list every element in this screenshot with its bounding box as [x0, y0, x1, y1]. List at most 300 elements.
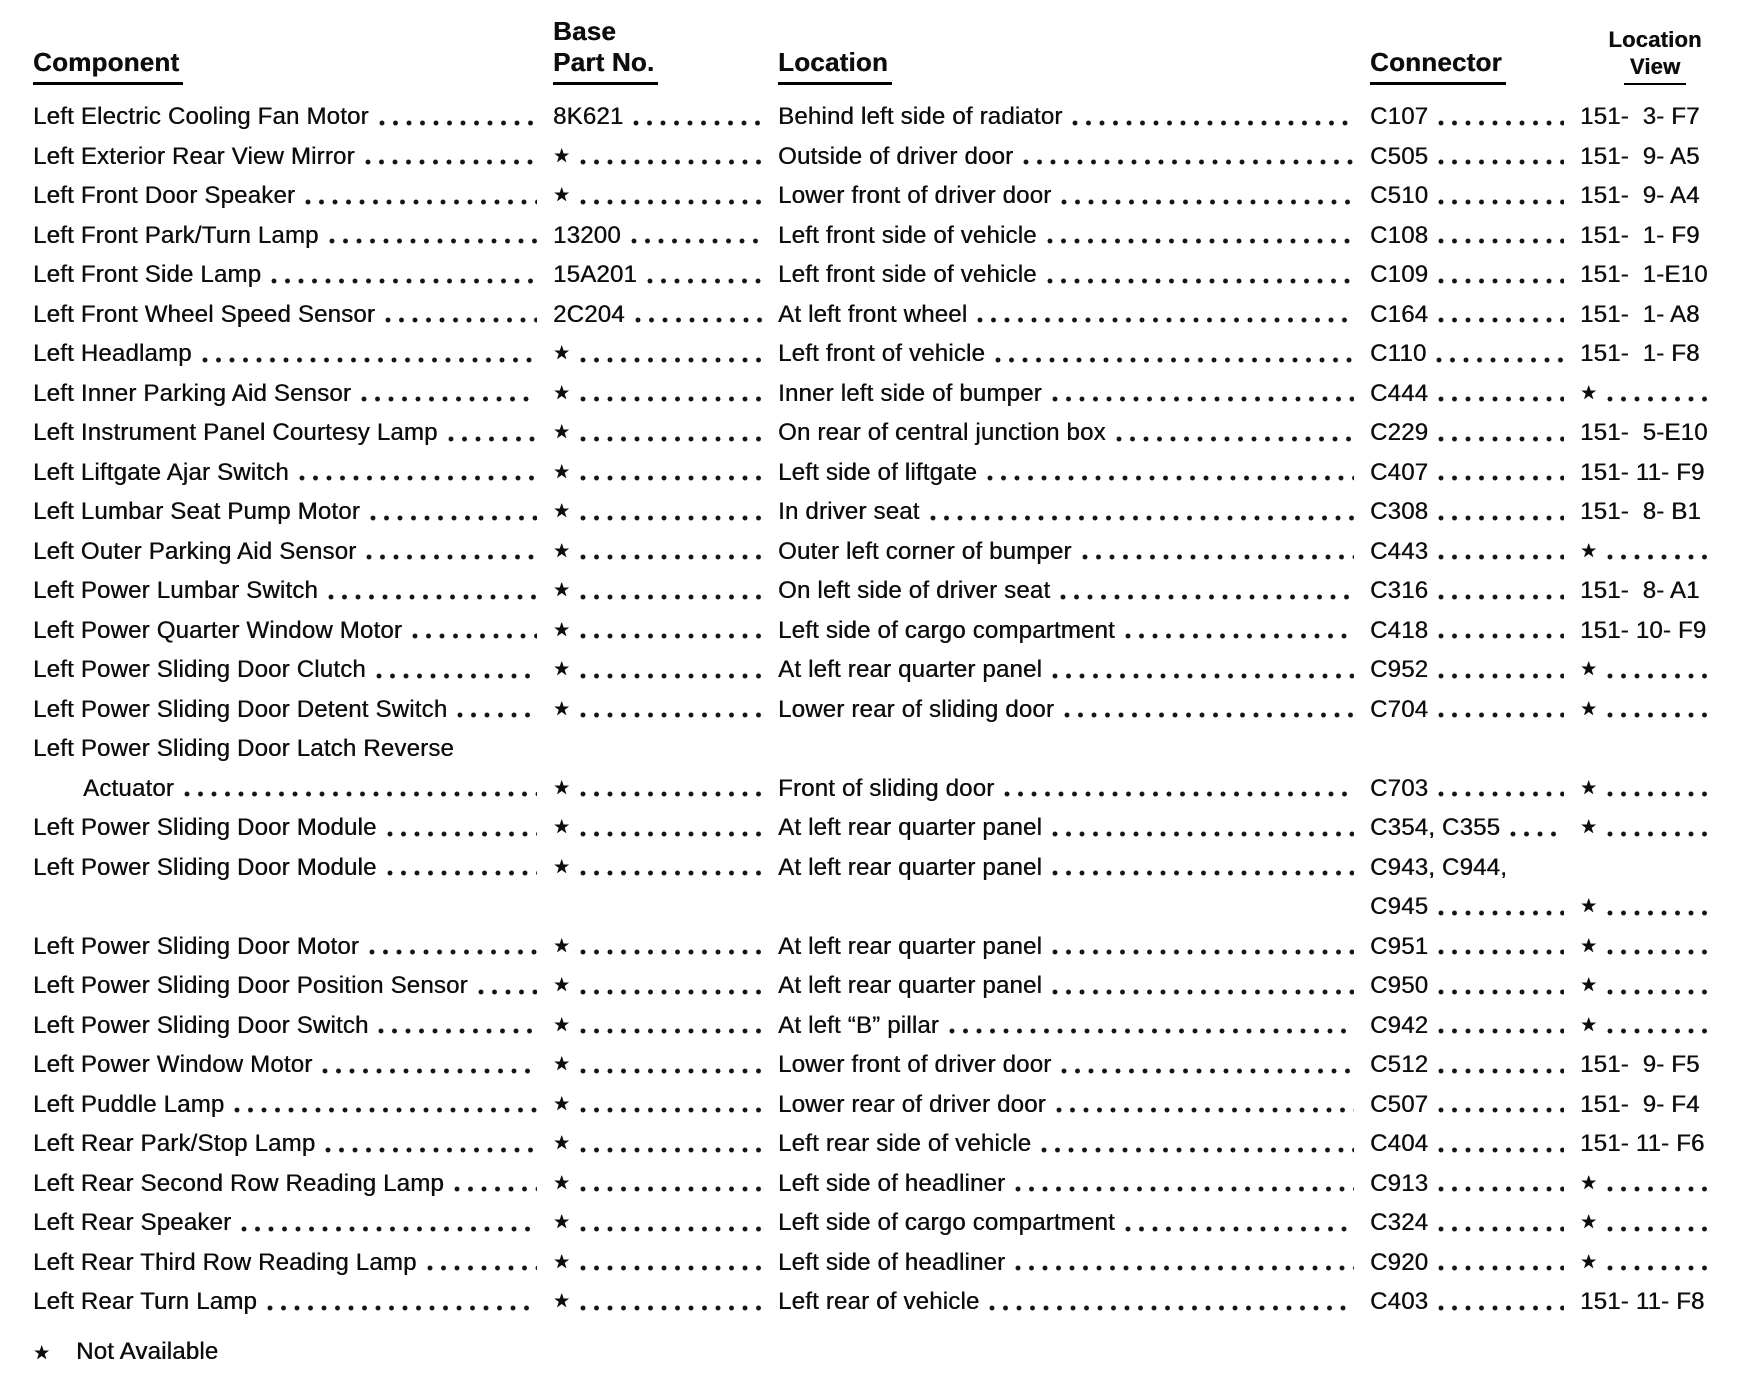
dot-leader: [1438, 1305, 1564, 1311]
component-text: Left Power Window Motor: [33, 1051, 313, 1078]
component-cell: [33, 1006, 553, 1046]
connector-cell: [1370, 413, 1580, 453]
footnote-text: Not Available: [76, 1337, 219, 1365]
component-cell: [33, 1243, 553, 1283]
component-cell: [33, 1085, 553, 1125]
component-cell: [33, 848, 553, 888]
dot-leader: [1116, 436, 1354, 442]
dot-leader: [580, 633, 762, 639]
dot-leader: [580, 673, 762, 679]
part-no-cell: [553, 413, 778, 453]
dot-leader: [989, 1305, 1354, 1311]
dot-leader: [1041, 1147, 1354, 1153]
connector-text: C324: [1370, 1209, 1429, 1236]
part-no-header-label: Part No.: [553, 47, 658, 85]
connector-cell: [1370, 848, 1580, 888]
part-no-text: ★: [553, 185, 571, 206]
dot-leader: [241, 1226, 537, 1232]
part-no-cell: [553, 1282, 778, 1322]
view-text: 151- 5-E10: [1580, 419, 1708, 446]
table-row: [33, 374, 1758, 414]
location-text: At left rear quarter panel: [778, 656, 1043, 683]
dot-leader: [1438, 238, 1564, 244]
dot-leader: [930, 515, 1354, 521]
location-cell: [778, 690, 1370, 730]
component-cell: [33, 1164, 553, 1204]
connector-cell: [1370, 808, 1580, 848]
component-header-label: Component: [33, 47, 183, 85]
part-no-cell: [553, 334, 778, 374]
connector-cell: [1370, 887, 1580, 927]
location-cell: [778, 1006, 1370, 1046]
dot-leader: [1607, 1028, 1714, 1034]
view-text: 151- 9- F4: [1580, 1090, 1700, 1118]
location-cell: [778, 1045, 1370, 1085]
part-no-cell: [553, 808, 778, 848]
dot-leader: [1004, 791, 1354, 797]
view-text: 151- 11- F8: [1580, 1288, 1705, 1315]
dot-leader: [448, 436, 537, 442]
dot-leader: [1438, 278, 1564, 284]
view-text: 151- 9- F5: [1580, 1051, 1700, 1078]
dot-leader: [1438, 1107, 1564, 1113]
component-text: Left Lumbar Seat Pump Motor: [33, 498, 360, 525]
component-cell: [33, 334, 553, 374]
footnote: [33, 1338, 1758, 1366]
connector-cell: [1370, 334, 1580, 374]
component-text: Left Power Sliding Door Module: [33, 814, 377, 841]
part-no-cell: [553, 1164, 778, 1204]
part-no-cell: [553, 1006, 778, 1046]
connector-text: C951: [1370, 932, 1429, 960]
dot-leader: [1438, 949, 1564, 955]
dot-leader: [580, 1107, 762, 1113]
dot-leader: [267, 1305, 537, 1311]
location-text: Left side of liftgate: [778, 458, 977, 486]
component-cell: [33, 295, 553, 335]
location-text: Lower front of driver door: [778, 182, 1052, 209]
view-cell: [1580, 453, 1730, 493]
component-cell: [33, 1282, 553, 1322]
component-text: Left Power Sliding Door Latch Reverse: [33, 735, 454, 762]
dot-leader: [387, 870, 537, 876]
dot-leader: [1607, 910, 1714, 916]
component-text: Left Rear Park/Stop Lamp: [33, 1130, 316, 1157]
location-cell: [778, 374, 1370, 414]
view-cell: [1580, 690, 1730, 730]
dot-leader: [580, 1305, 762, 1311]
part-no-text: ★: [553, 856, 571, 878]
part-no-text: ★: [553, 461, 571, 483]
dot-leader: [1607, 673, 1714, 679]
dot-leader: [1438, 159, 1564, 165]
location-cell: [778, 571, 1370, 611]
dot-leader: [647, 278, 762, 284]
component-cell: [33, 611, 553, 651]
connector-text: C109: [1370, 261, 1429, 288]
dot-leader: [1438, 1147, 1564, 1153]
dot-leader: [378, 1028, 537, 1034]
connector-header-label: Connector: [1370, 47, 1506, 85]
connector-cell: [1370, 650, 1580, 690]
view-cell: [1580, 1243, 1730, 1283]
column-header-location: [778, 47, 1370, 85]
location-cell: [778, 966, 1370, 1006]
part-no-cell: [553, 216, 778, 256]
part-no-text: ★: [553, 1054, 571, 1075]
connector-cell: [1370, 769, 1580, 809]
view-cell: [1580, 1124, 1730, 1164]
star-icon: ★: [33, 1342, 51, 1364]
connector-text: C950: [1370, 972, 1429, 999]
dot-leader: [369, 949, 537, 955]
location-cell: [778, 927, 1370, 967]
part-no-text: ★: [553, 817, 571, 838]
view-cell: [1580, 295, 1730, 335]
component-text: Left Electric Cooling Fan Motor: [33, 103, 369, 130]
dot-leader: [1438, 989, 1564, 995]
part-no-text: ★: [553, 619, 571, 641]
dot-leader: [366, 554, 537, 560]
table-header: [33, 16, 1758, 85]
part-no-text: ★: [553, 1212, 571, 1233]
connector-cell: [1370, 1124, 1580, 1164]
dot-leader: [580, 1265, 762, 1271]
location-text: Lower front of driver door: [778, 1051, 1052, 1078]
dot-leader: [234, 1107, 537, 1113]
connector-cell: [1370, 571, 1580, 611]
dot-leader: [1047, 238, 1354, 244]
connector-text: C108: [1370, 221, 1429, 249]
location-text: Left side of cargo compartment: [778, 1209, 1115, 1236]
dot-leader: [1082, 554, 1354, 560]
part-no-cell: [553, 1124, 778, 1164]
table-row: [33, 571, 1758, 611]
connector-cell: [1370, 216, 1580, 256]
view-cell: [1580, 1006, 1730, 1046]
table-row: [33, 1164, 1758, 1204]
table-row: [33, 1282, 1758, 1322]
dot-leader: [1607, 791, 1714, 797]
part-no-text: ★: [553, 777, 571, 799]
dot-leader: [376, 673, 537, 679]
part-no-cell: [553, 690, 778, 730]
table-row: [33, 255, 1758, 295]
connector-text: C107: [1370, 103, 1429, 130]
dot-leader: [1438, 673, 1564, 679]
dot-leader: [329, 238, 537, 244]
dot-leader: [457, 712, 537, 718]
connector-text: C507: [1370, 1090, 1429, 1118]
dot-leader: [1056, 1107, 1354, 1113]
dot-leader: [1061, 199, 1354, 205]
dot-leader: [1607, 831, 1714, 837]
location-view-header-line1: Location: [1608, 27, 1702, 52]
connector-text: C703: [1370, 774, 1429, 802]
location-cell: [778, 413, 1370, 453]
dot-leader: [184, 791, 537, 797]
table-row: [33, 1085, 1758, 1125]
view-text: ★: [1580, 935, 1598, 957]
dot-leader: [977, 317, 1354, 323]
connector-text: C403: [1370, 1288, 1429, 1315]
component-location-table: [33, 97, 1758, 1322]
dot-leader: [1607, 396, 1714, 402]
dot-leader: [1438, 554, 1564, 560]
view-text: ★: [1580, 975, 1598, 996]
view-cell: [1580, 532, 1730, 572]
location-text: At left front wheel: [778, 300, 968, 328]
location-text: Outer left corner of bumper: [778, 537, 1072, 565]
part-no-text: ★: [553, 422, 571, 443]
location-cell: [778, 334, 1370, 374]
view-text: 151- 11- F9: [1580, 458, 1705, 486]
connector-cell: [1370, 1282, 1580, 1322]
location-cell: [778, 1164, 1370, 1204]
dot-leader: [580, 949, 762, 955]
view-text: 151- 1- F9: [1580, 221, 1700, 249]
component-cell: [33, 255, 553, 295]
dot-leader: [1052, 396, 1354, 402]
view-text: ★: [1580, 777, 1598, 799]
dot-leader: [580, 712, 762, 718]
component-cell: [33, 176, 553, 216]
dot-leader: [987, 475, 1354, 481]
dot-leader: [299, 475, 537, 481]
connector-cell: [1370, 927, 1580, 967]
dot-leader: [1438, 1186, 1564, 1192]
table-row: [33, 216, 1758, 256]
component-cell: [33, 887, 553, 927]
connector-cell: [1370, 137, 1580, 177]
view-cell: [1580, 1282, 1730, 1322]
component-cell: [33, 1124, 553, 1164]
column-header-component: [33, 47, 553, 85]
dot-leader: [580, 791, 762, 797]
dot-leader: [1052, 989, 1354, 995]
component-cell: [33, 690, 553, 730]
dot-leader: [1052, 673, 1354, 679]
dot-leader: [1015, 1186, 1354, 1192]
connector-text: C443: [1370, 537, 1429, 565]
part-no-cell: [553, 532, 778, 572]
location-text: On left side of driver seat: [778, 577, 1051, 604]
table-row: [33, 1045, 1758, 1085]
location-text: Left side of headliner: [778, 1248, 1006, 1276]
component-cell: [33, 492, 553, 532]
dot-leader: [1052, 870, 1354, 876]
component-text: Left Rear Speaker: [33, 1209, 232, 1236]
dot-leader: [580, 831, 762, 837]
location-cell: [778, 808, 1370, 848]
connector-cell: [1370, 1085, 1580, 1125]
view-text: ★: [1580, 382, 1598, 404]
column-header-base-part-no: [553, 16, 778, 85]
part-no-text: ★: [553, 343, 571, 364]
connector-cell: [1370, 532, 1580, 572]
location-cell: [778, 295, 1370, 335]
dot-leader: [1052, 831, 1354, 837]
connector-cell: [1370, 295, 1580, 335]
dot-leader: [1438, 1265, 1564, 1271]
component-text: Left Front Side Lamp: [33, 261, 262, 288]
dot-leader: [427, 1265, 538, 1271]
table-row: [33, 611, 1758, 651]
location-cell: [778, 650, 1370, 690]
location-cell: [778, 887, 1370, 927]
component-text: Left Exterior Rear View Mirror: [33, 142, 355, 170]
location-text: Left rear of vehicle: [778, 1288, 980, 1315]
dot-leader: [1438, 475, 1564, 481]
view-text: ★: [1580, 1212, 1598, 1233]
view-cell: [1580, 611, 1730, 651]
location-text: At left rear quarter panel: [778, 932, 1043, 960]
location-header-label: Location: [778, 47, 892, 85]
table-row: [33, 532, 1758, 572]
part-no-cell: [553, 729, 778, 769]
component-text: Left Power Sliding Door Switch: [33, 1011, 369, 1039]
dot-leader: [1125, 633, 1354, 639]
connector-cell: [1370, 611, 1580, 651]
location-cell: [778, 848, 1370, 888]
connector-cell: [1370, 690, 1580, 730]
connector-text: C952: [1370, 656, 1429, 683]
view-cell: [1580, 97, 1730, 137]
table-row: [33, 334, 1758, 374]
component-text: Left Inner Parking Aid Sensor: [33, 379, 351, 407]
location-cell: [778, 492, 1370, 532]
part-no-cell: [553, 1243, 778, 1283]
table-row: [33, 137, 1758, 177]
component-text: Left Rear Turn Lamp: [33, 1288, 257, 1315]
part-no-cell: [553, 453, 778, 493]
view-cell: [1580, 848, 1730, 888]
view-cell: [1580, 769, 1730, 809]
dot-leader: [1438, 515, 1564, 521]
view-text: 151- 1-E10: [1580, 261, 1708, 288]
part-no-cell: [553, 611, 778, 651]
connector-text: C308: [1370, 498, 1429, 525]
view-cell: [1580, 216, 1730, 256]
part-no-cell: [553, 1085, 778, 1125]
part-no-cell: [553, 966, 778, 1006]
view-cell: [1580, 1085, 1730, 1125]
view-text: 151- 11- F6: [1580, 1130, 1705, 1157]
table-row: [33, 295, 1758, 335]
location-text: Behind left side of radiator: [778, 103, 1063, 130]
dot-leader: [580, 1028, 762, 1034]
connector-cell: [1370, 1243, 1580, 1283]
location-cell: [778, 1124, 1370, 1164]
dot-leader: [1023, 159, 1354, 165]
connector-text: C418: [1370, 616, 1429, 644]
part-no-text: 8K621: [553, 103, 624, 130]
view-text: ★: [1580, 540, 1598, 562]
connector-cell: [1370, 966, 1580, 1006]
part-no-cell: [553, 295, 778, 335]
dot-leader: [1607, 1265, 1714, 1271]
connector-text: C407: [1370, 458, 1429, 486]
connector-cell: [1370, 453, 1580, 493]
connector-text: C404: [1370, 1130, 1429, 1157]
component-text: Left Power Sliding Door Module: [33, 853, 377, 881]
component-text: Left Power Sliding Door Position Sensor: [33, 972, 468, 999]
column-header-location-view: [1580, 27, 1730, 85]
location-text: Outside of driver door: [778, 142, 1014, 170]
location-text: Front of sliding door: [778, 774, 995, 802]
part-no-text: ★: [553, 1014, 571, 1036]
component-cell: [33, 571, 553, 611]
location-text: Inner left side of bumper: [778, 379, 1042, 407]
dot-leader: [580, 436, 762, 442]
dot-leader: [202, 357, 537, 363]
view-cell: [1580, 374, 1730, 414]
part-no-text: ★: [553, 1133, 571, 1154]
view-cell: [1580, 334, 1730, 374]
part-no-cell: [553, 374, 778, 414]
part-no-text: ★: [553, 1172, 571, 1194]
view-cell: [1580, 413, 1730, 453]
component-text: Left Power Quarter Window Motor: [33, 616, 403, 644]
part-no-cell: [553, 1203, 778, 1243]
view-cell: [1580, 1203, 1730, 1243]
connector-cell: [1370, 176, 1580, 216]
part-no-text: ★: [553, 1093, 571, 1115]
dot-leader: [1438, 910, 1564, 916]
dot-leader: [1015, 1265, 1354, 1271]
dot-leader: [370, 515, 537, 521]
connector-text: C505: [1370, 142, 1429, 170]
dot-leader: [1607, 1186, 1714, 1192]
component-text: Left Power Lumbar Switch: [33, 577, 318, 604]
connector-text: C110: [1370, 340, 1427, 367]
dot-leader: [949, 1028, 1354, 1034]
dot-leader: [580, 159, 762, 165]
dot-leader: [580, 1068, 762, 1074]
part-no-cell: [553, 769, 778, 809]
dot-leader: [305, 199, 537, 205]
view-text: 151- 3- F7: [1580, 103, 1700, 130]
location-text: Lower rear of driver door: [778, 1090, 1046, 1118]
view-text: ★: [1580, 1014, 1598, 1036]
part-no-text: 13200: [553, 221, 621, 249]
location-cell: [778, 216, 1370, 256]
dot-leader: [1125, 1226, 1354, 1232]
dot-leader: [1060, 594, 1354, 600]
connector-cell: [1370, 1203, 1580, 1243]
view-text: ★: [1580, 698, 1598, 720]
location-text: In driver seat: [778, 498, 920, 525]
location-cell: [778, 1085, 1370, 1125]
table-row: [33, 927, 1758, 967]
dot-leader: [1438, 1028, 1564, 1034]
connector-text: C512: [1370, 1051, 1429, 1078]
part-no-text: ★: [553, 698, 571, 720]
location-cell: [778, 176, 1370, 216]
component-text: Left Power Sliding Door Motor: [33, 932, 359, 960]
connector-cell: [1370, 1164, 1580, 1204]
dot-leader: [1436, 357, 1564, 363]
component-cell: [33, 532, 553, 572]
connector-text: C164: [1370, 300, 1429, 328]
dot-leader: [580, 1186, 762, 1192]
view-cell: [1580, 176, 1730, 216]
location-text: Left front side of vehicle: [778, 261, 1037, 288]
dot-leader: [361, 396, 537, 402]
dot-leader: [1607, 1226, 1714, 1232]
connector-text: C704: [1370, 695, 1429, 723]
table-row: [33, 729, 1758, 769]
